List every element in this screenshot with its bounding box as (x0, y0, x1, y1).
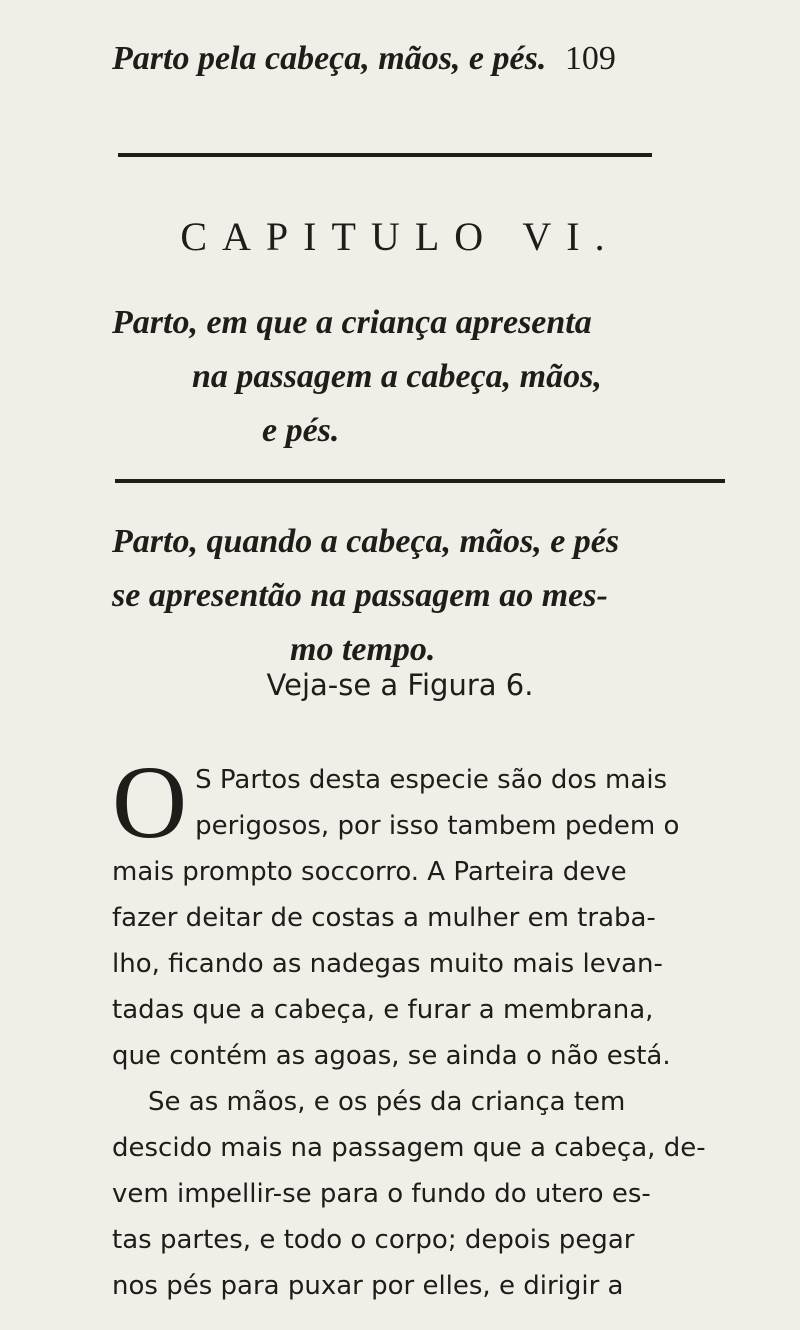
page-number: 109 (564, 40, 616, 77)
drop-cap: O (112, 745, 188, 860)
body-text (112, 745, 748, 1309)
section-rule (115, 479, 725, 483)
body-line: mais prompto soccorro. A Parteira deve (112, 857, 627, 887)
running-head-title: Parto pela cabeça, mãos, e pés. (112, 40, 547, 77)
body-line: que contém as agoas, se ainda o não está. (112, 1041, 671, 1071)
chapter-heading-line: e pés. (262, 412, 340, 449)
figure-reference: Veja-se a Figura 6. (266, 668, 534, 702)
chapter-heading (112, 296, 752, 458)
section-heading-line: Parto, quando a cabeça, mãos, e pés (112, 523, 620, 560)
body-line: tas partes, e todo o corpo; depois pegar (112, 1225, 635, 1255)
body-line: tadas que a cabeça, e furar a membrana, (112, 995, 654, 1025)
body-line: fazer deitar de costas a mulher em traba- (112, 903, 656, 933)
section-heading-line: se apresentão na passagem ao mes- (112, 577, 608, 614)
body-line: descido mais na passagem que a cabeça, de- (112, 1133, 706, 1163)
body-line: S Partos desta especie são dos mais (195, 765, 668, 795)
body-line: lho, ficando as nadegas muito mais levan- (112, 949, 663, 979)
header-rule (118, 153, 652, 157)
chapter-title: CAPITULO VI. (180, 214, 620, 259)
body-line: vem impellir-se para o fundo do utero es- (112, 1179, 651, 1209)
section-heading-line: mo tempo. (290, 631, 436, 668)
body-line: perigosos, por isso tambem pedem o (195, 811, 680, 841)
running-head (112, 40, 692, 78)
chapter-heading-line: Parto, em que a criança apresenta (112, 304, 592, 341)
section-heading (112, 515, 752, 677)
body-line: nos pés para puxar por elles, e dirigir a (112, 1271, 624, 1301)
body-line: Se as mãos, e os pés da criança tem (148, 1087, 626, 1117)
chapter-heading-line: na passagem a cabeça, mãos, (192, 358, 602, 395)
